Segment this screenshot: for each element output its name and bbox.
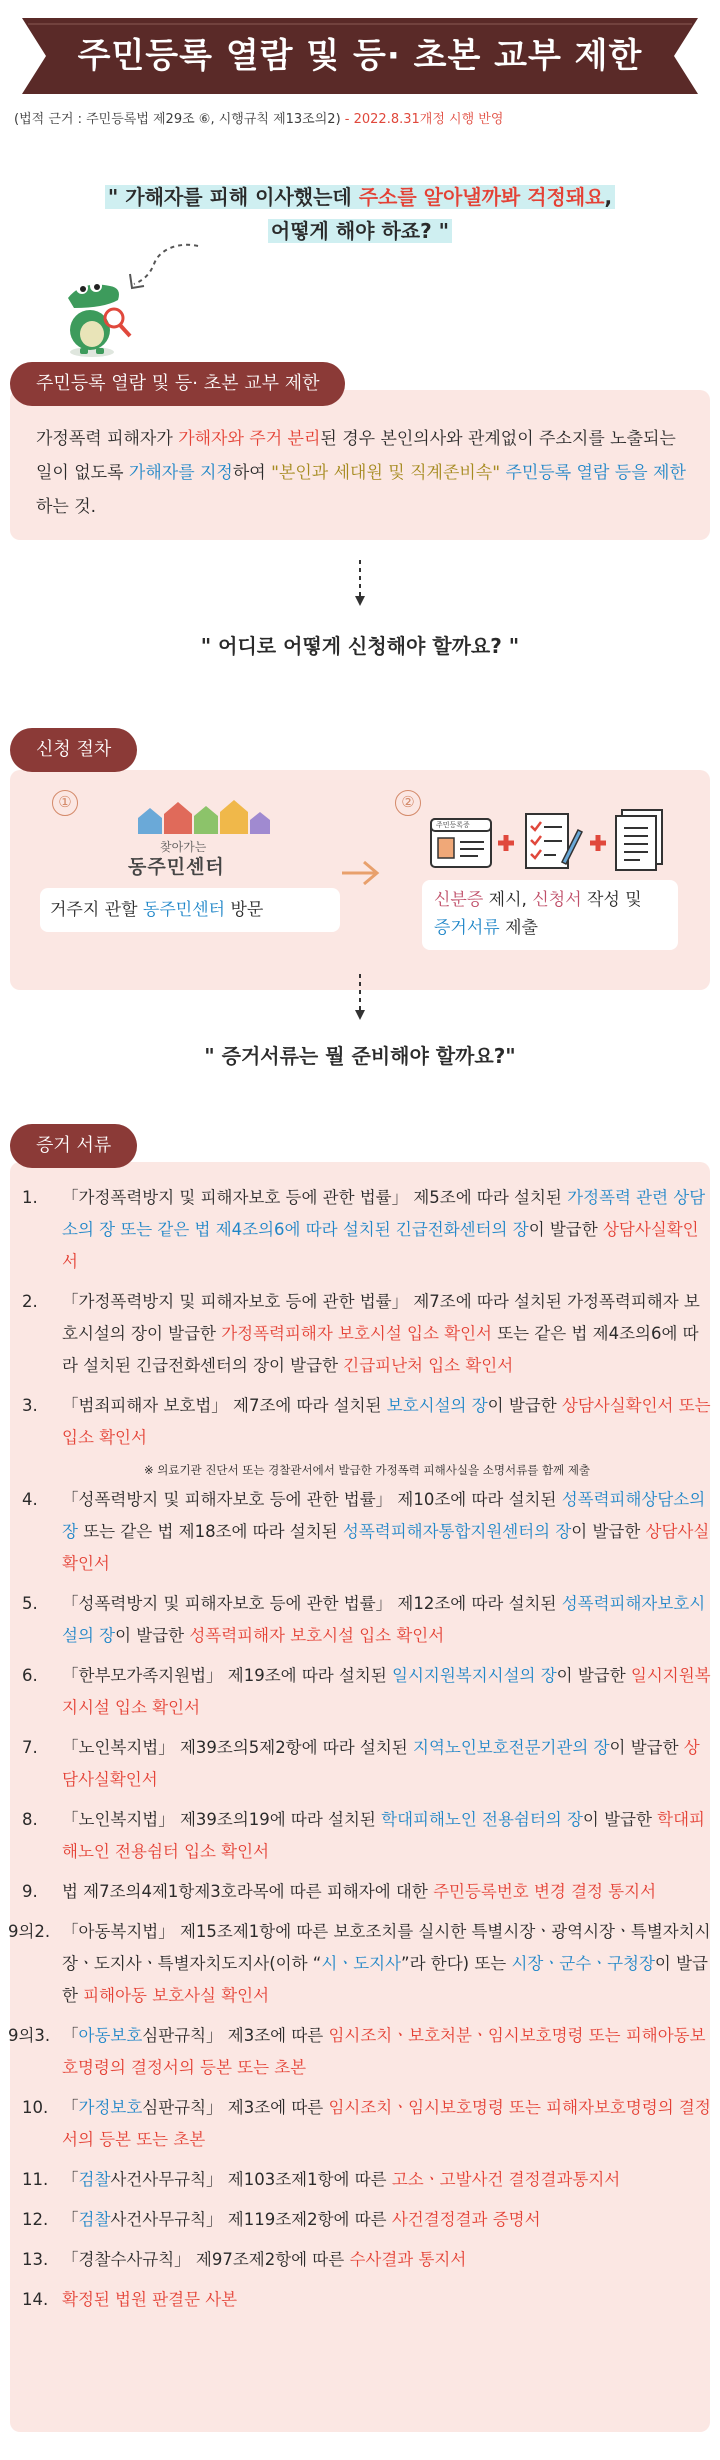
list-item-number: 5. <box>22 1594 38 1613</box>
document-list-item <box>22 1390 712 1454</box>
list-item-text: 법 제7조의4제1항제3호라목에 따른 피해자에 대한 주민등록번호 변경 결정 통지서 <box>62 1882 657 1901</box>
community-center-houses-icon <box>128 796 278 836</box>
list-item-number: 14. <box>22 2290 49 2309</box>
list-item-text: 「노인복지법」 제39조의19에 따라 설치된 학대피해노인 전용쉼터의 장이 발급한 학대피해노인 전용쉼터 입소 확인서 <box>62 1810 705 1861</box>
definition-text: 가정폭력 피해자가 가해자와 주거 분리된 경우 본인의사와 관계없이 주소지를 노출되는 일이 없도록 가해자를 지정하여 "본인과 세대원 및 직계존비속" 주민등록 열람 등을 제한하는 것. <box>36 429 686 517</box>
document-list-item <box>22 1588 712 1652</box>
step1-box: 거주지 관할 동주민센터 방문 <box>40 888 340 932</box>
document-list-item <box>22 1660 712 1724</box>
document-list-item <box>22 1286 712 1382</box>
page-title: 주민등록 열람 및 등· 초본 교부 제한 <box>77 36 643 76</box>
plus-icon <box>496 833 516 853</box>
center-logo-top: 찾아가는 <box>160 840 207 854</box>
document-list-item <box>22 1876 712 1908</box>
intro-quote <box>60 180 660 248</box>
list-item-number: 3. <box>22 1396 38 1415</box>
list-item-text: 확정된 법원 판결문 사본 <box>62 2290 238 2309</box>
list-item-text: 「가정폭력방지 및 피해자보호 등에 관한 법률」 제7조에 따라 설치된 가정폭력피해자 보호시설의 장이 발급한 가정폭력피해자 보호시설 입소 확인서 또는 같은 법 제4조의6에 따라 설치된 긴급전화센터의 장이 발급한 긴급피난처 입소 확인서 <box>62 1292 700 1375</box>
list-item-text: 「아동보호심판규칙」 제3조에 따른 임시조치ㆍ보호처분ㆍ임시보호명령 또는 피해아동보호명령의 결정서의 등본 또는 초본 <box>62 2026 706 2077</box>
list-item-text: 「노인복지법」 제39조의5제2항에 따라 설치된 지역노인보호전문기관의 장이 발급한 상담사실확인서 <box>62 1738 700 1789</box>
document-list-item <box>22 2164 712 2196</box>
step2-box: 신분증 제시, 신청서 작성 및 증거서류 제출 <box>422 880 678 950</box>
list-item-number: 9의2. <box>8 1922 51 1941</box>
list-item-text: 「범죄피해자 보호법」 제7조에 따라 설치된 보호시설의 장이 발급한 상담사실확인서 또는 입소 확인서 <box>62 1396 711 1447</box>
crocodile-mascot-icon <box>52 268 142 360</box>
document-list-item <box>22 1804 712 1868</box>
quote-line1: " 가해자를 피해 이사했는데 주소를 알아낼까봐 걱정돼요, <box>105 185 615 209</box>
list-item-number: 6. <box>22 1666 38 1685</box>
list-item-number: 12. <box>22 2210 49 2229</box>
section-label-procedure: 신청 절차 <box>10 728 137 772</box>
id-card-label: 주민등록증 <box>436 821 470 829</box>
legal-basis <box>14 108 714 127</box>
center-logo-main: 동주민센터 <box>128 856 225 878</box>
document-list-item <box>22 2204 712 2236</box>
document-list-item <box>22 1732 712 1796</box>
quote-line2: 어떻게 해야 하죠? " <box>268 219 452 243</box>
list-item-number: 8. <box>22 1810 38 1829</box>
section-label-definition: 주민등록 열람 및 등· 초본 교부 제한 <box>10 362 345 406</box>
step2-number: ② <box>395 790 421 816</box>
list-item-text: 「아동복지법」 제15조제1항에 따른 보호조치를 실시한 특별시장ㆍ광역시장ㆍ특별자치시장ㆍ도지사ㆍ특별자치도지사(이하 “시ㆍ도지사”라 한다) 또는 시장ㆍ군수ㆍ구청장이 발급한 피해아동 보호사실 확인서 <box>62 1922 711 2005</box>
list-item-number: 7. <box>22 1738 38 1757</box>
plus-icon <box>588 833 608 853</box>
right-arrow-icon <box>340 858 380 888</box>
step1-number: ① <box>52 790 78 816</box>
application-form-icon <box>520 810 584 874</box>
document-list-item <box>8 1916 712 2012</box>
document-list-item <box>8 2020 712 2084</box>
list-item-number: 13. <box>22 2250 49 2269</box>
revision-note: - 2022.8.31개정 시행 반영 <box>344 112 504 127</box>
list-item-number: 2. <box>22 1292 38 1311</box>
list-item-text: 「가정폭력방지 및 피해자보호 등에 관한 법률」 제5조에 따라 설치된 가정폭력 관련 상담소의 장 또는 같은 법 제4조의6에 따라 설치된 긴급전화센터의 장이 발급한 상담사실확인서 <box>62 1188 706 1271</box>
document-list-item <box>22 2244 712 2276</box>
footnote-text: ※ 의료기관 진단서 또는 경찰관서에서 발급한 가정폭력 피해사실을 소명서류를 함께 제출 <box>143 1463 591 1477</box>
list-item-text: 「가정보호심판규칙」 제3조에 따른 임시조치ㆍ임시보호명령 또는 피해자보호명령의 결정서의 등본 또는 초본 <box>62 2098 711 2149</box>
list-item-text: 「경찰수사규칙」 제97조제2항에 따른 수사결과 통지서 <box>62 2250 467 2269</box>
list-item-number: 11. <box>22 2170 49 2189</box>
dotted-arrow-2 <box>355 974 365 1020</box>
question-where: " 어디로 어떻게 신청해야 할까요? " <box>200 634 520 658</box>
document-list-item <box>22 2092 712 2156</box>
document-list-item <box>22 1182 712 1278</box>
legal-basis-text: (법적 근거 : 주민등록법 제29조 ⑥, 시행규칙 제13조의2) <box>14 112 341 127</box>
documents-list <box>8 1182 712 2324</box>
list-item-number: 9의3. <box>8 2026 51 2045</box>
title-banner <box>22 18 698 94</box>
list-item-number: 1. <box>22 1188 38 1207</box>
list-item-text: 「검찰사건사무규칙」 제103조제1항에 따른 고소ㆍ고발사건 결정결과통지서 <box>62 2170 621 2189</box>
list-item-number: 10. <box>22 2098 49 2117</box>
list-item-text: 「성폭력방지 및 피해자보호 등에 관한 법률」 제12조에 따라 설치된 성폭력피해자보호시설의 장이 발급한 성폭력피해자 보호시설 입소 확인서 <box>62 1594 706 1645</box>
dotted-arrow-1 <box>355 560 365 606</box>
question-documents: " 증거서류는 뭘 준비해야 할까요?" <box>204 1044 516 1068</box>
list-item-text: 「검찰사건사무규칙」 제119조제2항에 따른 사건결정결과 증명서 <box>62 2210 541 2229</box>
list-item-text: 「성폭력방지 및 피해자보호 등에 관한 법률」 제10조에 따라 설치된 성폭력피해상담소의 장 또는 같은 법 제18조에 따라 설치된 성폭력피해자통합지원센터의 장이 발급한 상담사실확인서 <box>62 1490 710 1573</box>
list-item-text: 「한부모가족지원법」 제19조에 따라 설치된 일시지원복지시설의 장이 발급한 일시지원복지시설 입소 확인서 <box>62 1666 711 1717</box>
section-label-documents: 증거 서류 <box>10 1124 137 1168</box>
list-item-number: 9. <box>22 1882 38 1901</box>
list-item-number: 4. <box>22 1490 38 1509</box>
document-icon <box>612 808 668 872</box>
document-list-item <box>22 2284 712 2316</box>
document-list-item <box>22 1484 712 1580</box>
